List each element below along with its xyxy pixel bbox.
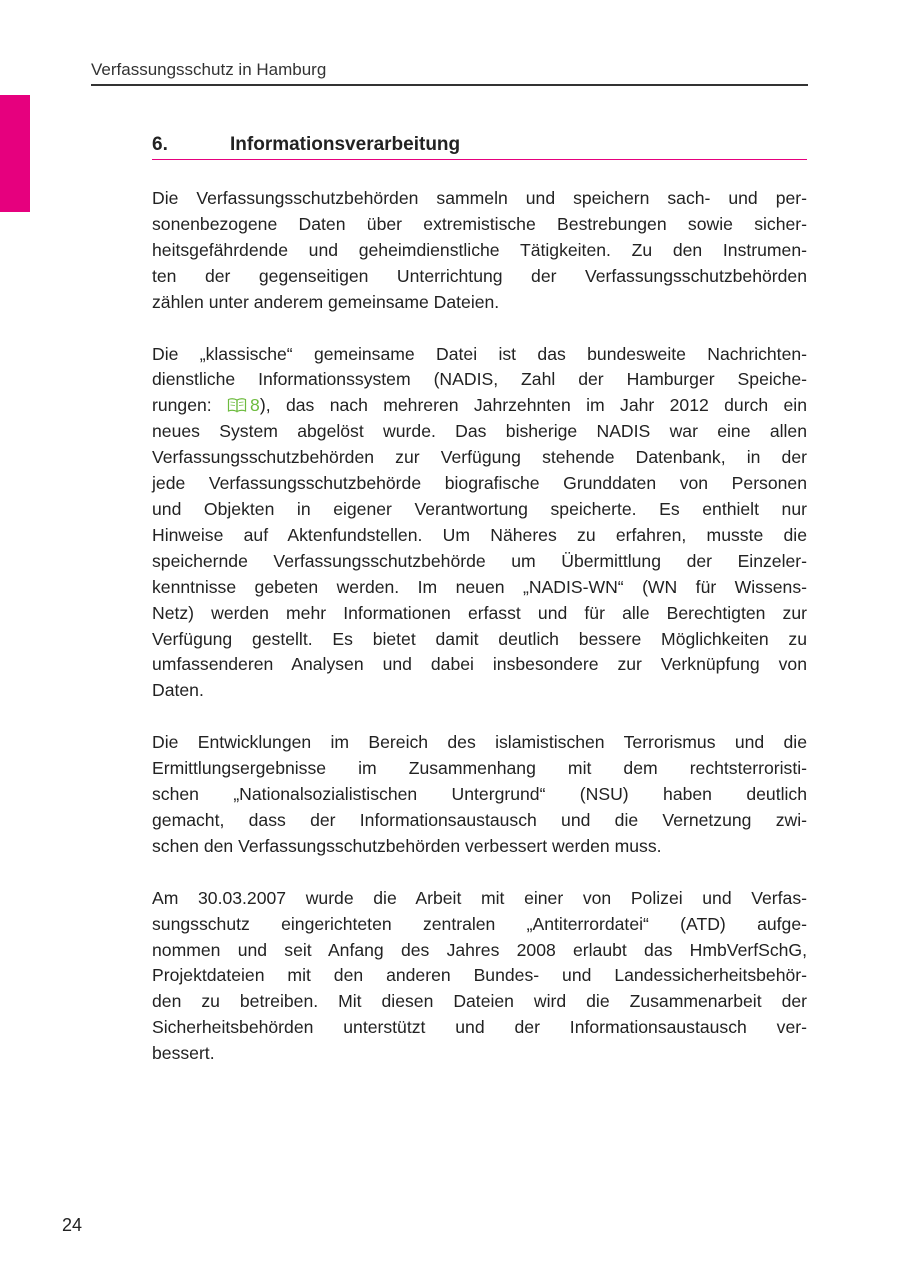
text-line: neues System abgelöst wurde. Das bisherige NADIS war eine allen bbox=[152, 421, 807, 442]
text-line: kenntnisse gebeten werden. Im neuen „NADIS-WN“ (WN für Wissens- bbox=[152, 576, 807, 597]
text-line: gemacht, dass der Informationsaustausch und die Vernetzung zwi- bbox=[152, 809, 807, 830]
text-line: jede Verfassungsschutzbehörde biografische Grunddaten von Personen bbox=[152, 473, 807, 494]
text-line: Netz) werden mehr Informationen erfasst und für alle Berechtigten zur bbox=[152, 602, 807, 623]
section-heading bbox=[152, 134, 807, 158]
chapter-tab-marker bbox=[0, 95, 30, 212]
text-line: sungsschutz eingerichteten zentralen „Antiterrordatei“ (ATD) aufge- bbox=[152, 913, 807, 934]
reference-number: 8 bbox=[250, 395, 260, 416]
text-fragment: rungen: bbox=[152, 395, 228, 416]
text-line: Am 30.03.2007 wurde die Arbeit mit einer von Polizei und Verfas- bbox=[152, 887, 807, 908]
text-line: Die Verfassungsschutzbehörden sammeln und speichern sach- und per- bbox=[152, 188, 807, 208]
book-icon bbox=[227, 397, 247, 413]
text-line: Daten. bbox=[152, 680, 204, 701]
section-number: 6. bbox=[152, 134, 168, 155]
page-number: 24 bbox=[62, 1215, 83, 1235]
text-line: sonenbezogene Daten über extremistische Bestrebungen sowie sicher- bbox=[152, 213, 807, 234]
text-line: Die „klassische“ gemeinsame Datei ist das bundesweite Nachrichten- bbox=[152, 343, 807, 364]
text-line: schen „Nationalsozialistischen Untergrund“ (NSU) haben deutlich bbox=[152, 784, 807, 805]
text-line: heitsgefährdende und geheimdienstliche Tätigkeiten. Zu den Instrumen- bbox=[152, 239, 807, 260]
text-line: und Objekten in eigener Verantwortung speicherte. Es enthielt nur bbox=[152, 498, 807, 519]
text-line: Sicherheitsbehörden unterstützt und der Informationsaustausch ver- bbox=[152, 1017, 807, 1038]
header-rule bbox=[91, 84, 808, 86]
section-title: Informationsverarbeitung bbox=[230, 134, 461, 155]
text-line: Hinweise auf Aktenfundstellen. Um Näheres zu erfahren, musste die bbox=[152, 524, 807, 545]
text-line: Verfassungsschutzbehörden zur Verfügung stehende Datenbank, in der bbox=[152, 447, 807, 468]
text-line: dienstliche Informationssystem (NADIS, Zahl der Hamburger Speiche- bbox=[152, 369, 807, 390]
text-line: nommen und seit Anfang des Jahres 2008 erlaubt das HmbVerfSchG, bbox=[152, 939, 807, 960]
text-line: bessert. bbox=[152, 1043, 215, 1064]
heading-rule bbox=[152, 159, 807, 160]
running-header: Verfassungsschutz in Hamburg bbox=[91, 60, 327, 79]
text-line: speichernde Verfassungsschutzbehörde um Übermittlung der Einzeler- bbox=[152, 550, 807, 571]
body-text bbox=[152, 186, 807, 1093]
reference-link[interactable] bbox=[227, 395, 260, 415]
paragraph-2 bbox=[152, 342, 807, 705]
paragraph-1 bbox=[152, 186, 807, 316]
paragraph-3 bbox=[152, 730, 807, 860]
text-line: Verfügung gestellt. Es bietet damit deutlich bessere Möglichkeiten zu bbox=[152, 628, 807, 649]
text-line: Projektdateien mit den anderen Bundes- und Landessicherheitsbehör- bbox=[152, 965, 807, 986]
paragraph-4 bbox=[152, 886, 807, 1067]
text-line: den zu betreiben. Mit diesen Dateien wird die Zusammenarbeit der bbox=[152, 991, 807, 1012]
text-line: Ermittlungsergebnisse im Zusammenhang mit dem rechtsterroristi- bbox=[152, 758, 807, 779]
text-line: schen den Verfassungsschutzbehörden verbessert werden muss. bbox=[152, 835, 662, 856]
text-fragment: ), das nach mehreren Jahrzehnten im Jahr 2012 durch ein bbox=[259, 395, 807, 416]
text-line: umfassenderen Analysen und dabei insbesondere zur Verknüpfung von bbox=[152, 654, 807, 675]
text-line: zählen unter anderem gemeinsame Dateien. bbox=[152, 291, 500, 312]
text-line: Die Entwicklungen im Bereich des islamistischen Terrorismus und die bbox=[152, 732, 807, 753]
text-line-with-reference bbox=[152, 393, 807, 419]
text-line: ten der gegenseitigen Unterrichtung der Verfassungsschutzbehörden bbox=[152, 265, 807, 286]
